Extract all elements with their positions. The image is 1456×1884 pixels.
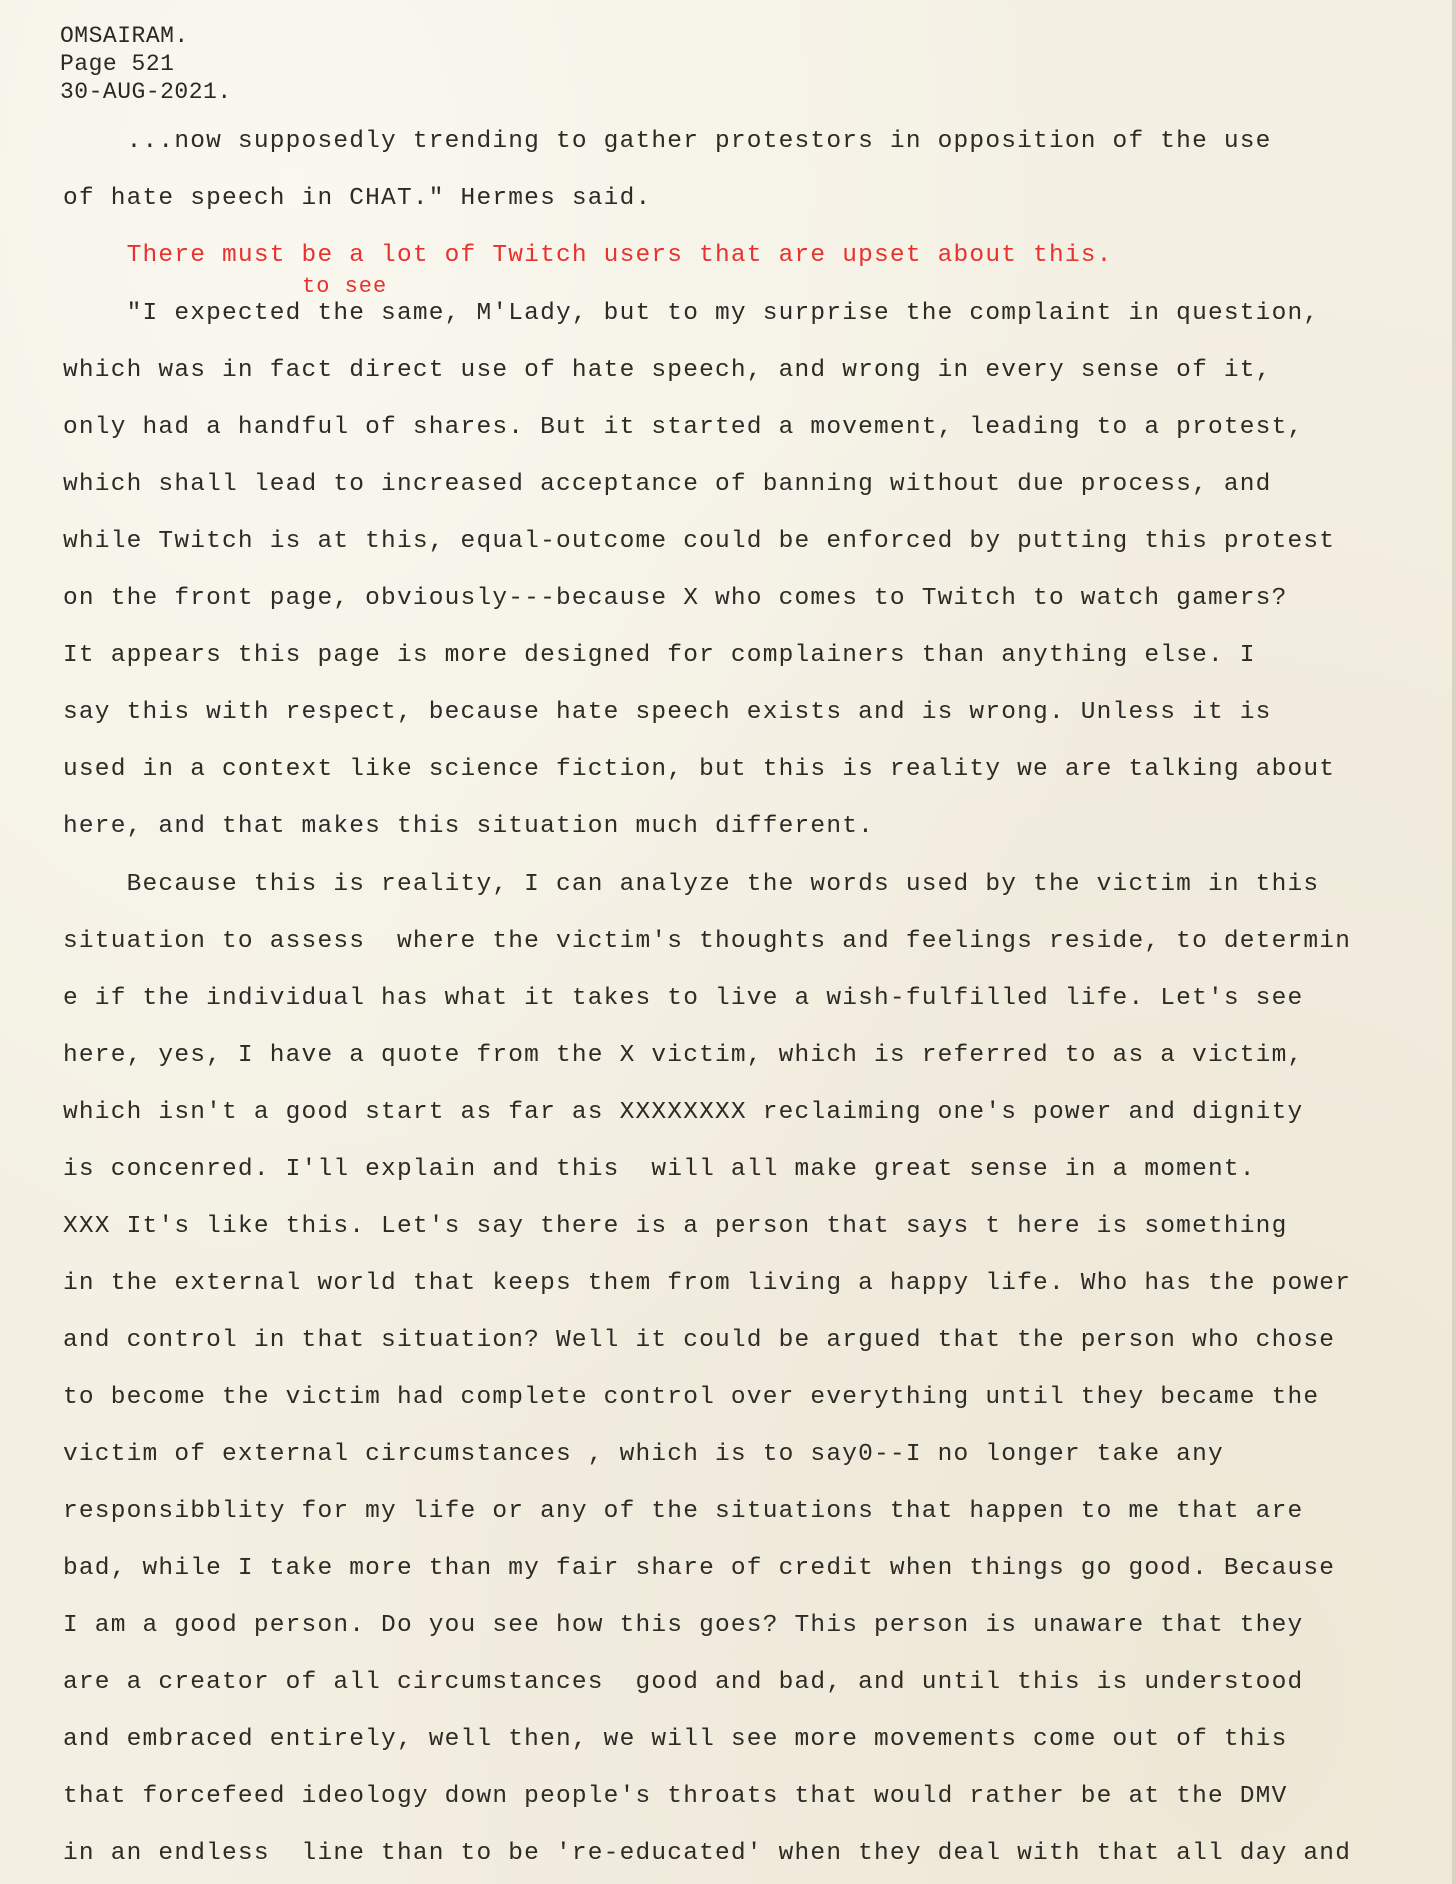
text-line-19: is concenred. I'll explain and this will all make great sense in a moment. <box>63 1156 1256 1183</box>
text-line-20: XXX It's like this. Let's say there is a person that says t here is something <box>63 1213 1288 1240</box>
text-line-5: which was in fact direct use of hate speech, and wrong in every sense of it, <box>63 357 1272 384</box>
text-line-12: used in a context like science fiction, but this is reality we are talking about <box>63 756 1336 783</box>
text-line-18: which isn't a good start as far as XXXXXXXX reclaiming one's power and dignity <box>63 1099 1304 1126</box>
header-date: 30-AUG-2021. <box>60 79 232 105</box>
text-line-23: to become the victim had complete control over everything until they became the <box>63 1384 1320 1411</box>
text-line-28: are a creator of all circumstances good and bad, and until this is understood <box>63 1669 1304 1696</box>
header-page-number: Page 521 <box>60 51 175 77</box>
text-line-13: here, and that makes this situation much different. <box>63 813 875 840</box>
text-line-red-note: There must be a lot of Twitch users that are upset about this. <box>63 242 1113 269</box>
text-line-8: while Twitch is at this, equal-outcome could be enforced by putting this protest <box>63 528 1336 555</box>
text-line-6: only had a handful of shares. But it started a movement, leading to a protest, <box>63 414 1304 441</box>
text-line-30: that forcefeed ideology down people's throats that would rather be at the DMV <box>63 1783 1288 1810</box>
text-line-7: which shall lead to increased acceptance of banning without due process, and <box>63 471 1272 498</box>
text-line-2: of hate speech in CHAT." Hermes said. <box>63 185 652 212</box>
text-line-9: on the front page, obviously---because X who comes to Twitch to watch gamers? <box>63 585 1288 612</box>
text-line-29: and embraced entirely, well then, we will see more movements come out of this <box>63 1726 1288 1753</box>
text-line-11: say this with respect, because hate speech exists and is wrong. Unless it is <box>63 699 1272 726</box>
text-line-10: It appears this page is more designed for complainers than anything else. I <box>63 642 1256 669</box>
text-line-21: in the external world that keeps them from living a happy life. Who has the power <box>63 1270 1352 1297</box>
page-header <box>60 22 232 106</box>
text-line-16: e if the individual has what it takes to live a wish-fulfilled life. Let's see <box>63 985 1304 1012</box>
text-line-24: victim of external circumstances , which is to say0--I no longer take any <box>63 1441 1224 1468</box>
text-line-4: "I expected the same, M'Lady, but to my surprise the complaint in question, <box>63 300 1320 327</box>
text-line-26: bad, while I take more than my fair share of credit when things go good. Because <box>63 1555 1336 1582</box>
text-line-22: and control in that situation? Well it could be argued that the person who chose <box>63 1327 1336 1354</box>
text-line-25: responsibblity for my life or any of the situations that happen to me that are <box>63 1498 1304 1525</box>
text-line-31: in an endless line than to be 're-educated' when they deal with that all day and <box>63 1840 1352 1867</box>
handwritten-insertion: to see <box>302 274 388 299</box>
text-line-15: situation to assess where the victim's thoughts and feelings reside, to determin <box>63 928 1352 955</box>
page-edge <box>1452 0 1456 1884</box>
text-line-14: Because this is reality, I can analyze the words used by the victim in this <box>63 871 1320 898</box>
header-title: OMSAIRAM. <box>60 23 189 49</box>
text-line-17: here, yes, I have a quote from the X victim, which is referred to as a victim, <box>63 1042 1304 1069</box>
text-line-27: I am a good person. Do you see how this goes? This person is unaware that they <box>63 1612 1304 1639</box>
text-line-1: ...now supposedly trending to gather protestors in opposition of the use <box>63 128 1272 155</box>
